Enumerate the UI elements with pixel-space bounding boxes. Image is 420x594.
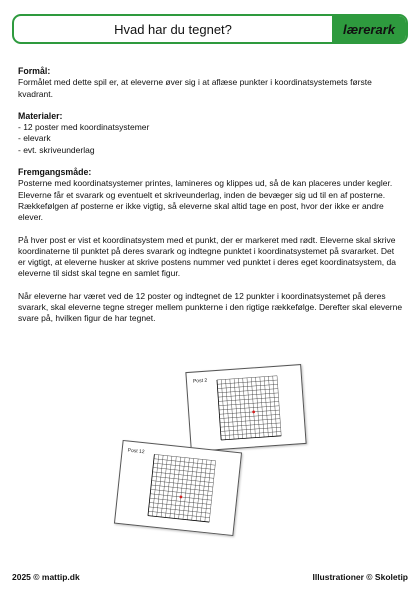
materials-list [18, 122, 403, 156]
red-point [252, 410, 255, 413]
document-body [18, 66, 403, 325]
coordinate-grid [186, 365, 305, 451]
footer-copyright: 2025 © mattip.dk [12, 572, 80, 582]
coordinate-grid [115, 441, 241, 535]
procedure-paragraph-1: Posterne med koordinatsystemer printes, lamineres og klippes ud, så de kan placeres under kegler. Eleverne får et svarark og eventuelt et skriveunderlag, inden de bevæger sig ud til en af posterne. Rækkefølgen af posterne er ikke vigtig, så eleverne skal altid tage en post, hvor der ikke er andre elever. [18, 178, 393, 223]
footer-credits: Illustrationer © Skoletip [312, 572, 408, 582]
procedure-paragraph-2: På hver post er vist et koordinatsystem med et punkt, der er markeret med rødt. Eleverne skal skrive koordinaterne til punktet på deres svarark og indtegne punktet i koordinatsystemet på svararket. Det er vigtigt, at eleverne husker at skrive postens nummer ved punktet i deres eget koordinatsystem, da eleverne til sidst skal tegne en samlet figur. [18, 234, 396, 279]
post-label: Post 2 [192, 377, 208, 385]
materials-item: - elevark [18, 133, 403, 144]
materials-item: - evt. skriveunderlag [18, 145, 403, 156]
materials-heading: Materialer: [18, 110, 63, 121]
post-card-2 [185, 364, 306, 452]
page-title: Hvad har du tegnet? [114, 21, 232, 37]
formal-text: Formålet med dette spil er, at eleverne øver sig i at aflæse punkter i koordinatsystemets første kvadrant. [18, 77, 372, 99]
post-card-12 [114, 440, 242, 536]
procedure-paragraph-3: Når eleverne har været ved de 12 poster og indtegnet de 12 punkter i koordinatsystemet på deres svarark, skal eleverne tegne streger mellem punkterne i den rigtige rækkefølge. Derefter skal eleverne svare på, hvilken figur de har tegnet. [18, 290, 403, 324]
role-tag: lærerark [332, 16, 406, 42]
post-label: Post 12 [127, 447, 145, 456]
page-header [12, 14, 408, 44]
formal-heading: Formål: [18, 66, 51, 76]
red-point [179, 495, 182, 498]
materials-item: - 12 poster med koordinatsystemer [18, 122, 403, 133]
procedure-heading: Fremgangsmåde: [18, 167, 92, 178]
